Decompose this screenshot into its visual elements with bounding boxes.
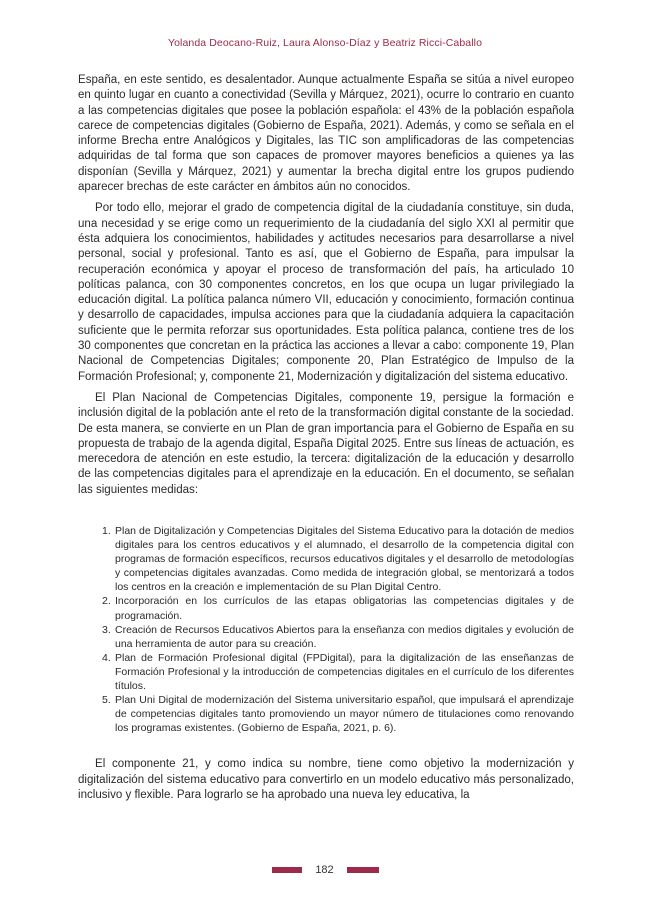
list-number: 4. <box>102 651 111 664</box>
page-number: 182 <box>315 864 334 876</box>
list-item <box>102 594 574 622</box>
paragraph: El Plan Nacional de Competencias Digitales, componente 19, persigue la formación e inclusión digital de la población ante el reto de la transformación digital constante de la sociedad. De esta manera, se convierte en un Plan de gran importancia para el Gobierno de España en su propuesta de trabajo de la agenda digital, España Digital 2025. Entre sus líneas de actuación, es merecedora de atención en este estudio, la tercera: digitalización de la educación y desarrollo de las competencias digitales para el aprendizaje en la educación. En el documento, se señalan las siguientes medidas: <box>78 391 574 496</box>
list-number: 3. <box>102 623 111 636</box>
paragraph: España, en este sentido, es desalentador. Aunque actualmente España se sitúa a nivel europeo en quinto lugar en cuanto a conectividad (Sevilla y Márquez, 2021), ocurre lo contrario en cuanto a las competencias digitales que posee la población española: el 43% de la población española carece de competencias digitales (Gobierno de España, 2021). Además, y como se señala en el informe Brecha entre Analógicos y Digitales, las TIC son amplificadoras de las competencias adquiridas de tal forma que son capaces de promover mayores beneficios a quienes ya las disponían (Sevilla y Márquez, 2021) y aumentar la brecha digital entre los grupos pudiendo aparecer brechas de este carácter en ámbitos aún no conocidos. <box>78 74 574 194</box>
footer-accent-bar-right <box>347 867 379 873</box>
list-item <box>102 623 574 651</box>
running-header: Yolanda Deocano-Ruiz, Laura Alonso-Díaz y Beatriz Ricci-Caballo <box>167 37 483 49</box>
list-item <box>102 693 574 735</box>
footer-accent-bar-left <box>272 867 302 873</box>
list-item-text: Creación de Recursos Educativos Abiertos para la enseñanza con medios digitales y evolución de una herramienta de autor para su creación. <box>115 623 574 650</box>
list-number: 5. <box>102 694 111 707</box>
paragraph: El componente 21, y como indica su nombre, tiene como objetivo la modernización y digitalización del sistema educativo para convertirlo en un modelo educativo más personalizado, inclusivo y flexible. Para lograrlo se ha aprobado una nueva ley educativa, la <box>78 758 574 802</box>
list-item-text: Plan Uni Digital de modernización del Sistema universitario español, que impulsará el aprendizaje de competencias digitales tanto promoviendo un mayor número de titulaciones como renovando los programas existentes. (Gobierno de España, 2021, p. 6). <box>115 694 574 735</box>
article-body <box>78 73 574 803</box>
list-number: 1. <box>102 525 111 538</box>
list-item <box>102 524 574 594</box>
list-item-text: Plan de Formación Profesional digital (FPDigital), para la digitalización de las enseñanzas de Formación Profesional y la introducción de competencias digitales en el currículo de los diferentes títulos. <box>115 651 574 693</box>
page-footer <box>0 862 650 878</box>
list-number: 2. <box>102 595 111 608</box>
list-item <box>102 651 574 693</box>
list-item-text: Incorporación en los currículos de las etapas obligatorias las competencias digitales y de programación. <box>115 595 574 622</box>
measures-list <box>78 524 574 735</box>
paragraph: Por todo ello, mejorar el grado de competencia digital de la ciudadanía constituye, sin duda, una necesidad y se erige como un requerimiento de la ciudadanía del siglo XXI al permitir que ésta adquiera los conocimientos, habilidades y actitudes necesarios para desarrollarse a nivel personal, social y profesional. Tanto es así, que el Gobierno de España, para impulsar la recuperación económica y apoyar el proceso de transformación del país, ha articulado 10 políticas palanca, con 30 componentes concretos, en los que ocupa un lugar privilegiado la educación digital. La política palanca número VII, educación y conocimiento, formación continua y desarrollo de capacidades, impulsa acciones para que la ciudadanía adquiera la capacitación suficiente que le permita reforzar sus oportunidades. Esta política palanca, contiene tres de los 30 componentes que concretan en la práctica las acciones a llevar a cabo: componente 19, Plan Nacional de Competencias Digitales; componente 20, Plan Estratégico de Impulso de la Formación Profesional; y, componente 21, Modernización y digitalización del sistema educativo. <box>78 202 574 383</box>
list-item-text: Plan de Digitalización y Competencias Digitales del Sistema Educativo para la dotación de medios digitales para los centros educativos y el alumnado, el desarrollo de la competencia digital con programas de formación específicos, recursos educativos digitales y el desarrollo de metodologías y competencias digitales avanzadas. Como medida de integración global, se mentorizará a todos los centros en la creación e implementación de su Plan Digital Centro. <box>115 525 574 594</box>
